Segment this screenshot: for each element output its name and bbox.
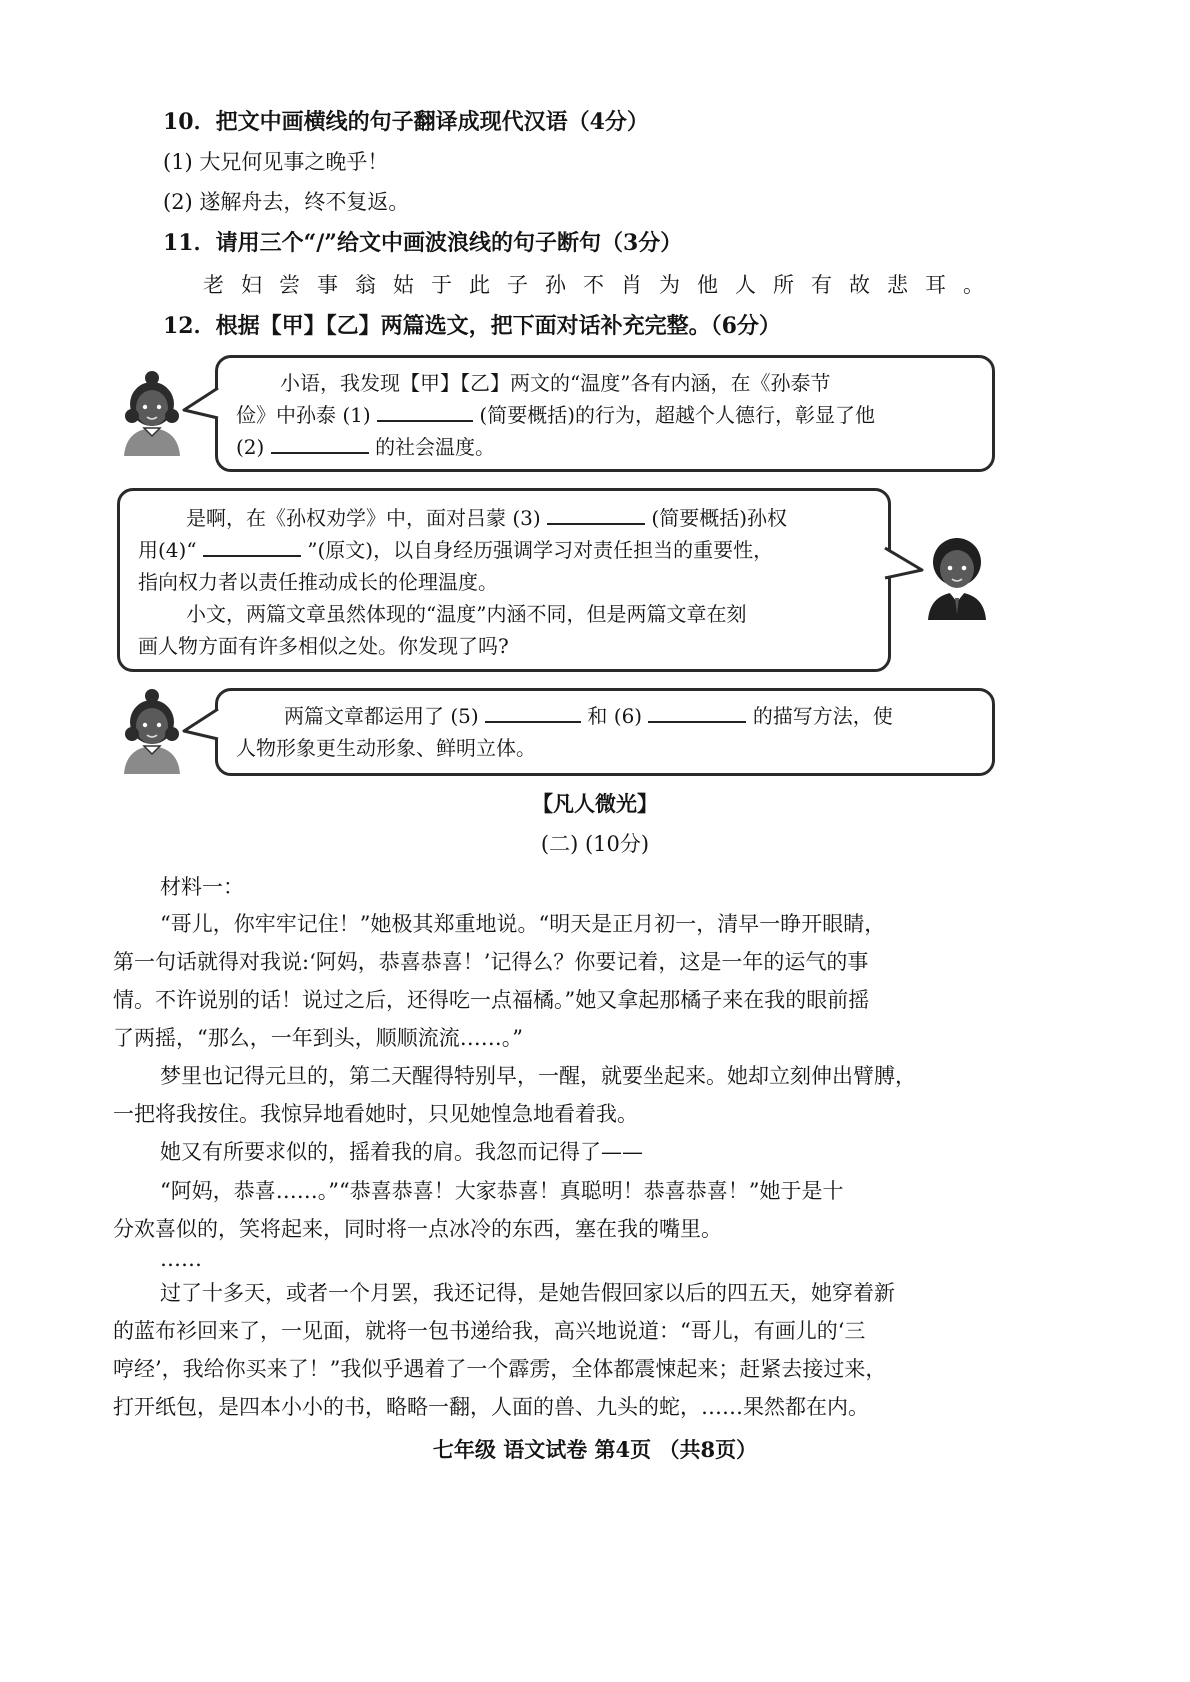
bubble-3-tail <box>180 706 220 746</box>
bubble-2-tail <box>880 545 926 585</box>
q11-sentence: 老妇尝事翁姑于此子孙不肖为他人所有故悲耳。 <box>203 273 1001 297</box>
passage-p1-line-4: 了两摇，“那么，一年到头，顺顺流流……。” <box>113 1026 523 1050</box>
passage-p4-line-1: “阿妈，恭喜……。”“恭喜恭喜！大家恭喜！真聪明！恭喜恭喜！”她于是十 <box>160 1179 844 1203</box>
q11-title: 11．请用三个“/”给文中画波浪线的句子断句（3分） <box>163 230 683 256</box>
bubble-1-line-3-a: (2) <box>236 435 265 459</box>
passage-p3-line-1: 她又有所要求似的，摇着我的肩。我忽而记得了—— <box>160 1140 643 1164</box>
page-footer: 七年级 语文试卷 第4页 （共8页） <box>432 1437 758 1462</box>
bubble-3-line-1 <box>284 699 893 733</box>
blank-2[interactable] <box>271 432 369 454</box>
girl-avatar-2-icon <box>116 688 188 774</box>
passage-label: 材料一： <box>160 875 244 899</box>
q10-item-1: (1) 大兄何见事之晚乎！ <box>163 150 389 174</box>
passage-ellipsis: …… <box>160 1247 202 1271</box>
bubble-2-line-5: 画人物方面有许多相似之处。你发现了吗? <box>138 634 509 658</box>
passage-p5-line-3: 哼经’，我给你买来了！”我似乎遇着了一个霹雳，全体都震悚起来；赶紧去接过来， <box>113 1357 887 1381</box>
q10-item-2: (2) 遂解舟去，终不复返。 <box>163 190 410 214</box>
bubble-2-line-1 <box>186 501 787 535</box>
bubble-1-line-2 <box>236 398 875 432</box>
passage-p2-line-2: 一把将我按住。我惊异地看她时，只见她惶急地看着我。 <box>113 1102 638 1126</box>
passage-p2-line-1: 梦里也记得元旦的，第二天醒得特别早，一醒，就要坐起来。她却立刻伸出臂膊， <box>160 1064 916 1088</box>
blank-6[interactable] <box>648 701 746 723</box>
bubble-1-line-1: 小语，我发现【甲】【乙】两文的“温度”各有内涵，在《孙泰节 <box>280 371 831 395</box>
blank-5[interactable] <box>485 701 581 723</box>
bubble-2-line-2 <box>138 533 773 567</box>
bubble-1-line-3 <box>236 430 495 464</box>
passage-p5-line-1: 过了十多天，或者一个月罢，我还记得，是她告假回家以后的四五天，她穿着新 <box>160 1281 895 1305</box>
q12-title: 12．根据【甲】【乙】两篇选文，把下面对话补充完整。（6分） <box>163 313 781 339</box>
bubble-3-line-1-a: 两篇文章都运用了 (5) <box>284 704 479 728</box>
bubble-3-line-1-b: 和 (6) <box>587 704 643 728</box>
boy-avatar-icon <box>922 528 992 620</box>
bubble-1-line-3-b: 的社会温度。 <box>375 435 496 459</box>
bubble-1-line-2-a: 俭》中孙泰 (1) <box>236 403 371 427</box>
bubble-2-line-2-a: 用(4)“ <box>138 538 197 562</box>
bubble-1-tail <box>180 385 220 425</box>
blank-3[interactable] <box>547 503 645 525</box>
bubble-1-line-2-b: (简要概括)的行为，超越个人德行，彰显了他 <box>479 403 876 427</box>
bubble-2-line-3: 指向权力者以责任推动成长的伦理温度。 <box>138 570 498 594</box>
passage-p1-line-3: 情。不许说别的话！说过之后，还得吃一点福橘。”她又拿起那橘子来在我的眼前摇 <box>113 988 870 1012</box>
girl-avatar-icon <box>116 370 188 456</box>
bubble-2-line-1-b: (简要概括)孙权 <box>651 506 788 530</box>
dialogue-bubble-1 <box>215 355 995 472</box>
passage-p5-line-4: 打开纸包，是四本小小的书，略略一翻，人面的兽、九头的蛇，……果然都在内。 <box>113 1395 869 1419</box>
blank-1[interactable] <box>377 400 473 422</box>
dialogue-bubble-3 <box>215 688 995 776</box>
q10-title: 10．把文中画横线的句子翻译成现代汉语（4分） <box>163 109 649 135</box>
bubble-2-line-2-b: ”(原文)，以自身经历强调学习对责任担当的重要性， <box>307 538 774 562</box>
section-title: 【凡人微光】 <box>532 791 658 816</box>
passage-p1-line-1: “哥儿，你牢牢记住！”她极其郑重地说。“明天是正月初一，清早一睁开眼睛， <box>160 912 886 936</box>
passage-p4-line-2: 分欢喜似的，笑将起来，同时将一点冰冷的东西，塞在我的嘴里。 <box>113 1217 722 1241</box>
blank-4[interactable] <box>203 535 301 557</box>
bubble-2-line-4: 小文，两篇文章虽然体现的“温度”内涵不同，但是两篇文章在刻 <box>186 602 747 626</box>
bubble-2-line-1-a: 是啊，在《孙权劝学》中，面对吕蒙 (3) <box>186 506 541 530</box>
passage-p1-line-2: 第一句话就得对我说:‘阿妈，恭喜恭喜！’记得么？你要记着，这是一年的运气的事 <box>113 950 869 974</box>
dialogue-bubble-2 <box>117 488 891 672</box>
section-subtitle: (二) (10分) <box>540 832 650 856</box>
passage-p5-line-2: 的蓝布衫回来了，一见面，就将一包书递给我，高兴地说道：“哥儿，有画儿的‘三 <box>113 1319 866 1343</box>
bubble-3-line-2: 人物形象更生动形象、鲜明立体。 <box>236 736 536 760</box>
bubble-3-line-1-c: 的描写方法，使 <box>752 704 893 728</box>
